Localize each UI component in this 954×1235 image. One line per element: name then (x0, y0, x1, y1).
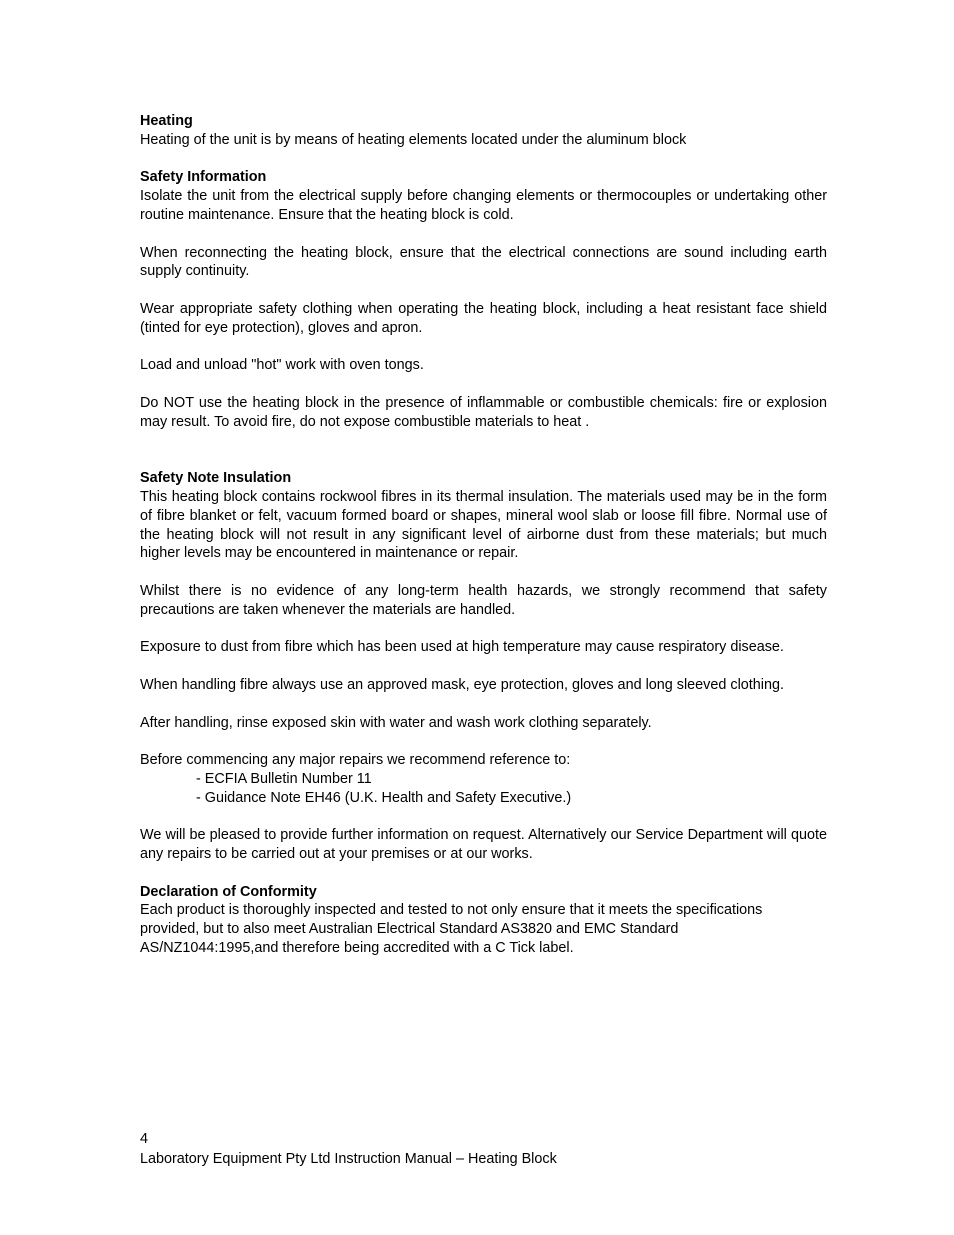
document-body (140, 112, 827, 958)
reference-item: - Guidance Note EH46 (U.K. Health and Safety Executive.) (196, 789, 572, 806)
heating-text: Heating of the unit is by means of heating elements located under the aluminum block (140, 131, 687, 148)
insulation-paragraph: When handling fibre always use an approved mask, eye protection, gloves and long sleeved clothing. (140, 676, 784, 693)
insulation-paragraph: We will be pleased to provide further information on request. Alternatively our Service Department will quote any repairs to be carried out at your premises or at our works. (140, 827, 827, 863)
insulation-paragraph: Whilst there is no evidence of any long-term health hazards, we strongly recommend that safety precautions are taken whenever the materials are handled. (140, 582, 827, 618)
page-number: 4 (140, 1131, 149, 1147)
reference-item: - ECFIA Bulletin Number 11 (196, 770, 372, 787)
page-footer (140, 1130, 827, 1169)
section-spacer (140, 450, 827, 469)
declaration-line: AS/NZ1044:1995,and therefore being accredited with a C Tick label. (140, 940, 574, 957)
declaration-line: Each product is thoroughly inspected and tested to not only ensure that it meets the specifications (140, 902, 763, 919)
heating-heading: Heating (140, 113, 193, 129)
safety-information-paragraph: Load and unload "hot" work with oven tongs. (140, 357, 424, 374)
references-intro: Before commencing any major repairs we recommend reference to: (140, 752, 571, 769)
declaration-heading: Declaration of Conformity (140, 883, 317, 900)
safety-note-insulation-heading: Safety Note Insulation (140, 470, 292, 487)
declaration-line: provided, but to also meet Australian Electrical Standard AS3820 and EMC Standard (140, 921, 679, 938)
safety-information-paragraph: Do NOT use the heating block in the presence of inflammable or combustible chemicals: fire or explosion may result. To avoid fire, do not expose combustible materials to heat . (140, 394, 827, 430)
insulation-paragraph: Exposure to dust from fibre which has been used at high temperature may cause respiratory disease. (140, 639, 784, 656)
references-list (140, 770, 827, 808)
insulation-paragraph: After handling, rinse exposed skin with water and wash work clothing separately. (140, 714, 652, 731)
safety-information-paragraph: Isolate the unit from the electrical supply before changing elements or thermocouples or undertaking other routine maintenance. Ensure that the heating block is cold. (140, 188, 827, 223)
footer-manual-title: Laboratory Equipment Pty Ltd Instruction Manual – Heating Block (140, 1150, 557, 1167)
safety-information-paragraph: When reconnecting the heating block, ensure that the electrical connections are sound including earth supply continuity. (140, 244, 827, 280)
safety-information-paragraph: Wear appropriate safety clothing when operating the heating block, including a heat resistant face shield (tinted for eye protection), gloves and apron. (140, 300, 827, 336)
insulation-paragraph: This heating block contains rockwool fibres in its thermal insulation. The materials used may be in the form of fibre blanket or felt, vacuum formed board or shapes, mineral wool slab or loose fill fibre. Normal use of the heating block will not result in any significant level of airborne dust from these materials; but much higher levels may be encountered in maintenance or repair. (140, 488, 827, 562)
safety-information-heading: Safety Information (140, 169, 267, 186)
